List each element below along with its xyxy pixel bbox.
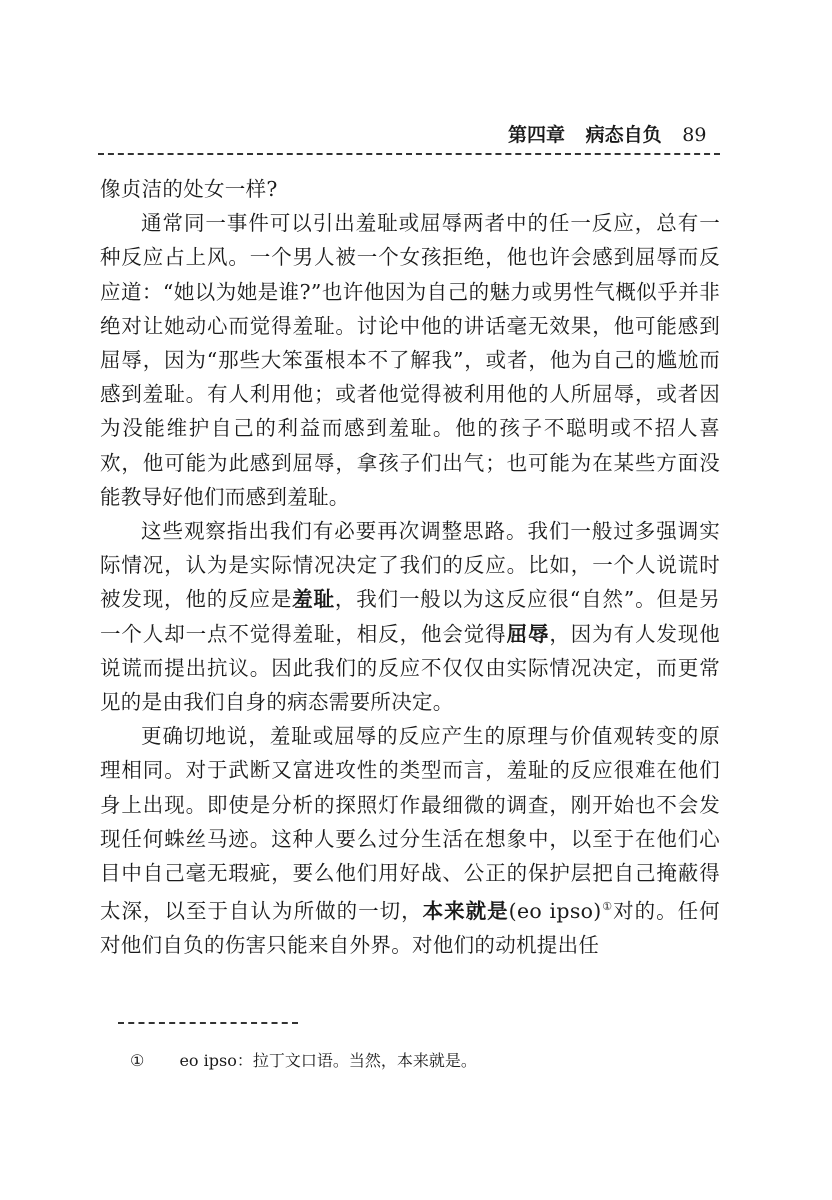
paragraph	[100, 514, 720, 719]
footnote-mark: ①	[130, 1051, 145, 1070]
paragraph	[100, 206, 720, 514]
text-segment: 这些观察指出我们有必要再次调整思路。我们一般过多强调实际情况，认为是实际情况决定了我们的反应。比如，一个人说谎时被发现，他的反应是	[100, 519, 720, 612]
paragraph	[100, 719, 720, 962]
paragraph	[100, 172, 720, 206]
emphasis-text: 本来就是	[422, 899, 509, 924]
running-header	[508, 120, 706, 147]
footnote-text: eo ipso：拉丁文口语。当然，本来就是。	[179, 1051, 477, 1070]
footnote-ref: ①	[601, 900, 614, 914]
page-number: 89	[682, 124, 707, 146]
emphasis-text: 屈辱	[506, 621, 550, 646]
text-segment: ，因为有人发现他说谎而提出抗议。因此我们的反应不仅仅由实际情况决定，而更常见的是由我们自身的病态需要所决定。	[100, 621, 721, 715]
chapter-title: 病态自负	[585, 124, 662, 146]
text-segment: 对的。任何对他们自负的伤害只能来自外界。对他们的动机提出任	[100, 899, 720, 958]
emphasis-text: 羞耻	[292, 587, 335, 612]
text-segment: 更确切地说，羞耻或屈辱的反应产生的原理与价值观转变的原理相同。对于武断又富进攻性的类型而言，羞耻的反应很难在他们身上出现。即使是分析的探照灯作最细微的调查，刚开始也不会发现任何蛛丝马迹。这种人要么过分生活在想象中，以至于在他们心目中自己毫无瑕疵，要么他们用好战、公正的保护层把自己掩蔽得太深，以至于自认为所做的一切，	[100, 724, 720, 924]
text-segment: (eo ipso)	[508, 899, 602, 924]
footnote	[130, 1048, 477, 1071]
body-text	[100, 172, 720, 963]
footnote-rule	[118, 1022, 298, 1024]
header-rule	[98, 153, 720, 155]
text-segment: ，我们一般以为这反应很“自然”。但是另一个人却一点不觉得羞耻，相反，他会觉得	[100, 587, 720, 646]
chapter-label: 第四章	[508, 124, 566, 146]
text-segment: 通常同一事件可以引出羞耻或屈辱两者中的任一反应，总有一种反应占上风。一个男人被一个女孩拒绝，他也许会感到屈辱而反应道：“她以为她是谁?”也许他因为自己的魅力或男性气概似乎并非绝对让她动心而觉得羞耻。讨论中他的讲话毫无效果，他可能感到屈辱，因为“那些大笨蛋根本不了解我”，或者，他为自己的尴尬而感到羞耻。有人利用他；或者他觉得被利用他的人所屈辱，或者因为没能维护自己的利益而感到羞耻。他的孩子不聪明或不招人喜欢，他可能为此感到屈辱，拿孩子们出气；也可能为在某些方面没能教导好他们而感到羞耻。	[100, 211, 720, 509]
text-segment: 像贞洁的处女一样?	[100, 177, 278, 201]
